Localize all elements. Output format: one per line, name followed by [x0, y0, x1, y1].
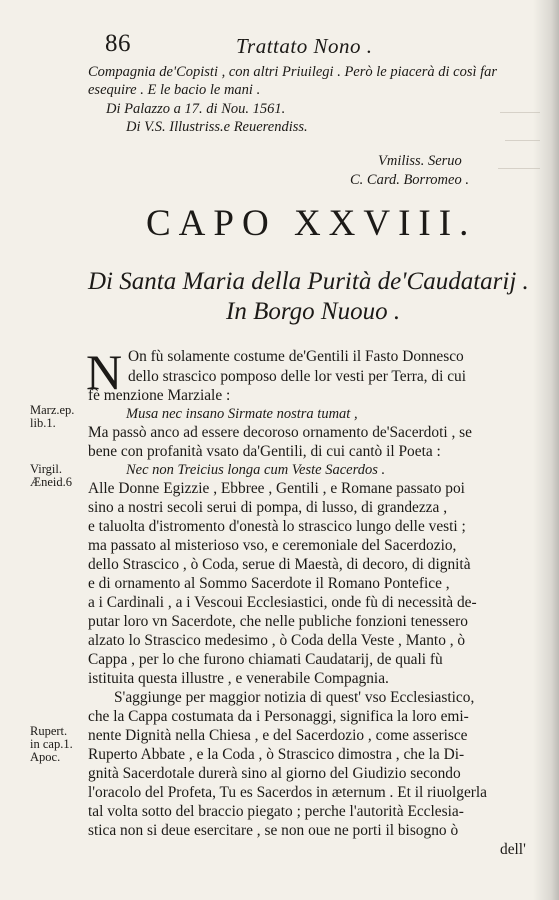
body-line: sino a nostri secoli serui di pompa, di lusso, di grandezza ,	[88, 499, 448, 516]
signature-line: Vmiliss. Seruo	[378, 153, 462, 169]
bleed-through-mark	[500, 112, 540, 113]
body-line: Ruperto Abbate , e la Coda , ò Strascico dimostra , che la Di-	[88, 746, 465, 763]
letter-line: esequire . E le bacio le mani .	[88, 82, 261, 98]
bleed-through-mark	[498, 168, 540, 169]
body-line: bene con profanità vsato da'Gentili, di cui cantò il Poeta :	[88, 443, 441, 460]
body-line: a i Cardinali , a i Vescoui Ecclesiastici, onde fù di necessità de-	[88, 594, 477, 611]
body-line: On fù solamente costume de'Gentili il Fasto Donnesco	[128, 348, 464, 365]
bleed-through-mark	[505, 140, 540, 141]
body-line: nente Dignità nella Chiesa , e del Sacerdozio , come asserisce	[88, 727, 468, 744]
body-line: S'aggiunge per maggior notizia di quest' vso Ecclesiastico,	[114, 689, 475, 706]
letter-line: Compagnia de'Copisti , con altri Priuilegi . Però le piacerà di così far	[88, 64, 498, 80]
running-title: Trattato Nono .	[236, 34, 373, 58]
signature-name: C. Card. Borromeo .	[350, 172, 469, 188]
body-line: fè menzione Marziale :	[88, 387, 231, 404]
body-line: che la Cappa costumata da i Personaggi, significa la loro emi-	[88, 708, 469, 725]
page-edge-shadow	[533, 0, 559, 900]
chapter-subtitle: Di Santa Maria della Purità de'Caudatarij .	[88, 268, 529, 295]
body-line: alzato lo Strascico medesimo , ò Coda della Veste , Manto , ò	[88, 632, 466, 649]
body-line: l'oracolo del Profeta, Tu es Sacerdos in æternum . Et il riuolgerla	[88, 784, 488, 801]
chapter-subtitle-location: In Borgo Nuouo .	[226, 298, 401, 325]
body-line: dello strascico pomposo delle lor vesti per Terra, di cui	[128, 368, 466, 385]
letter-date: Di Palazzo a 17. di Nou. 1561.	[106, 101, 286, 117]
body-line: stica non si deue esercitare , se non oue ne porti il bisogno ò	[88, 822, 459, 839]
body-line: dello Strascico , ò Coda, serue di Maestà, di decoro, di dignità	[88, 556, 471, 573]
page-number: 86	[105, 30, 131, 57]
body-line: putar loro vn Sacerdote, che nelle publiche fonzioni tenessero	[88, 613, 468, 630]
body-line: tal volta sotto del braccio piegato ; perche l'autorità Ecclesia-	[88, 803, 464, 820]
catchword: dell'	[500, 841, 526, 858]
quotation-martial: Musa nec insano Sirmate nostra tumat ,	[126, 406, 358, 422]
body-line: Ma passò anco ad essere decoroso ornamento de'Sacerdoti , se	[88, 424, 472, 441]
margin-note-marziale: Marz.ep. lib.1.	[30, 403, 75, 430]
chapter-heading: CAPO XXVIII.	[146, 203, 477, 244]
body-line: e taluolta d'istromento d'onestà lo strascico lungo delle vesti ;	[88, 518, 466, 535]
body-line: istituita questa illustre , e venerabile Compagnia.	[88, 670, 389, 687]
margin-note-rupert: Rupert. in cap.1. Apoc.	[30, 724, 73, 764]
body-line: gnità Sacerdotale durerà sino al giorno del Giudizio secondo	[88, 765, 461, 782]
body-line: e di ornamento al Sommo Sacerdote il Romano Pontefice ,	[88, 575, 450, 592]
margin-note-virgil: Virgil. Æneid.6	[30, 462, 73, 489]
body-line: Cappa , per lo che furono chiamati Caudatarij, de quali fù	[88, 651, 443, 668]
letter-salutation: Di V.S. Illustriss.e Reuerendiss.	[126, 119, 308, 135]
quotation-virgil: Nec non Treicius longa cum Veste Sacerdos .	[126, 462, 386, 478]
body-line: Alle Donne Egizzie , Ebbree , Gentili , e Romane passato poi	[88, 480, 465, 497]
body-line: ma passato al misterioso vso, e ceremoniale del Sacerdozio,	[88, 537, 457, 554]
drop-cap: N	[86, 344, 123, 400]
